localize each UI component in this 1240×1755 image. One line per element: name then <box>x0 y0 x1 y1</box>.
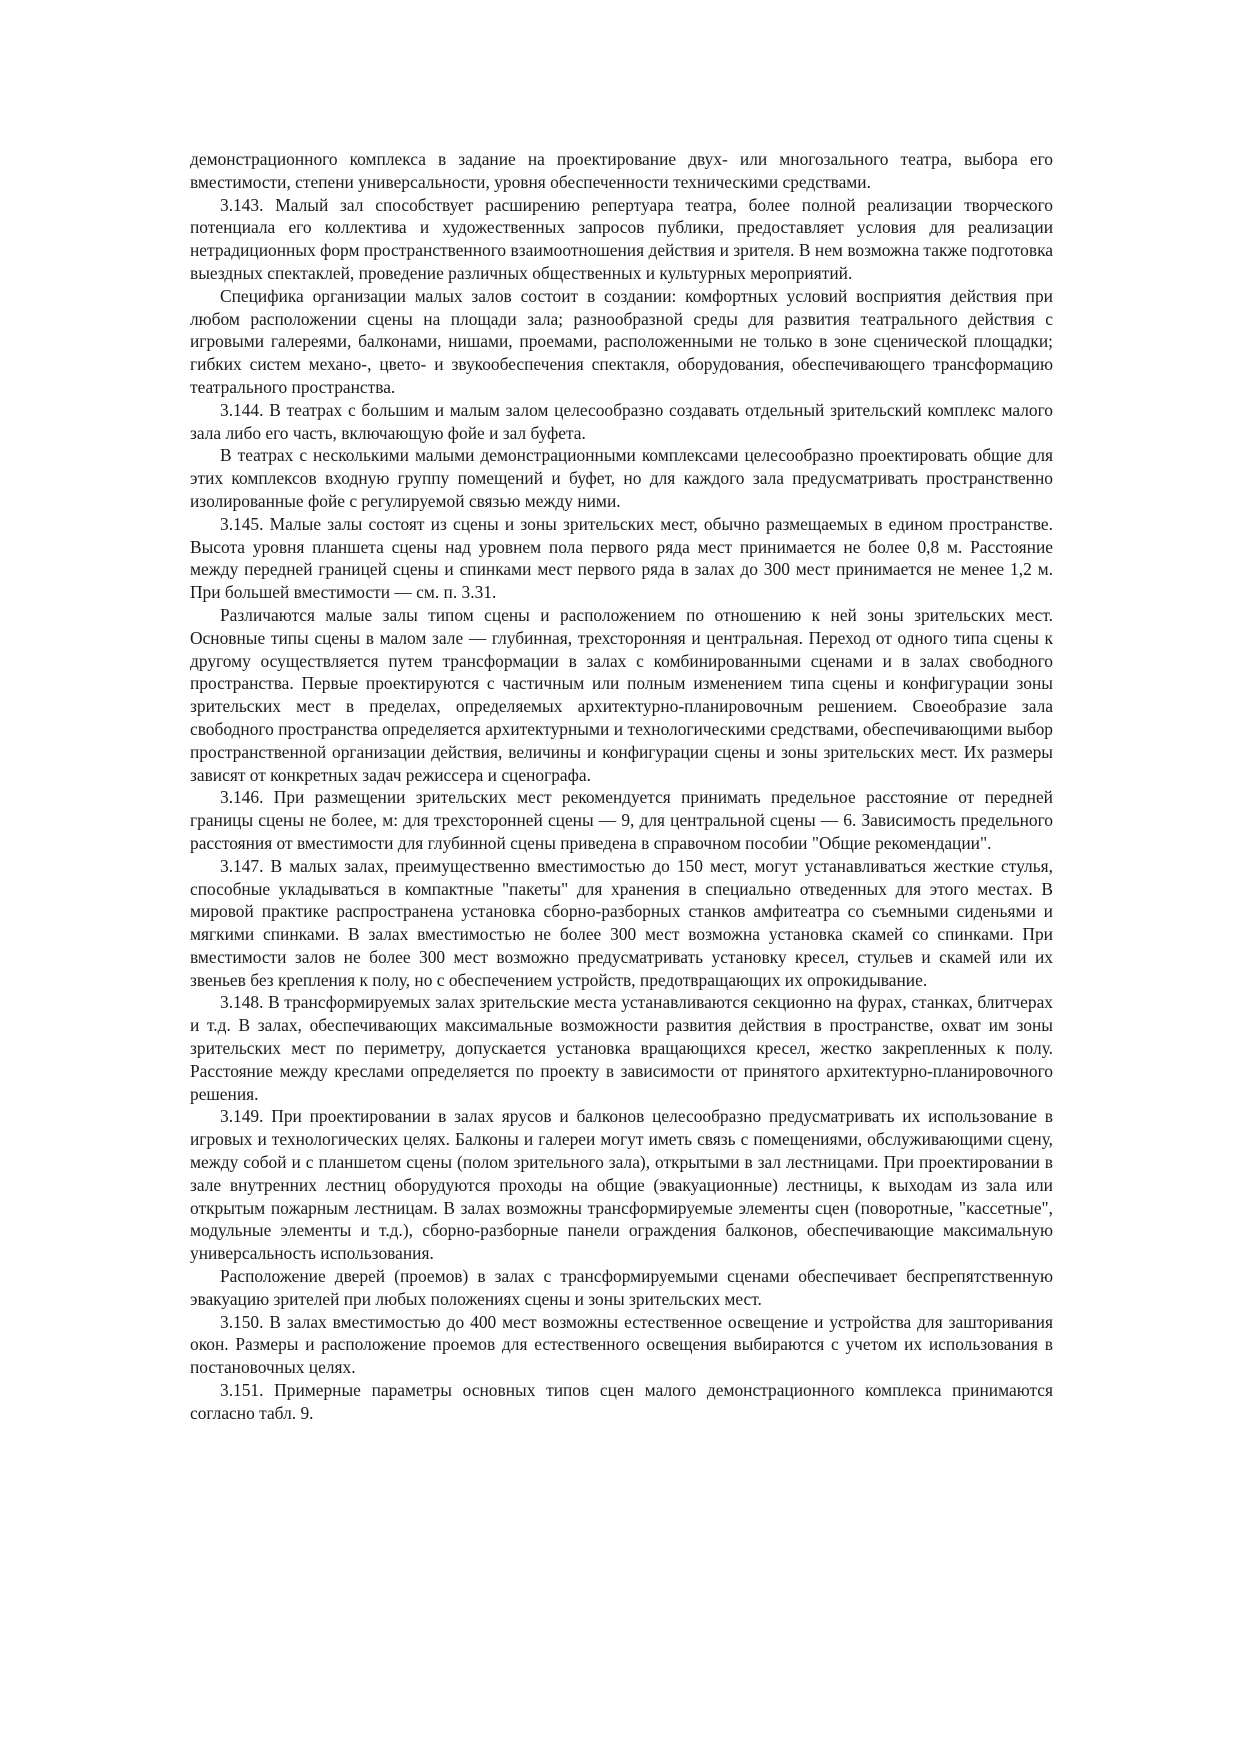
paragraph-doors-evacuation: Расположение дверей (проемов) в залах с трансформируемыми сценами обеспечивает беспрепятственную эвакуацию зрителей при любых положениях сцены и зоны зрительских мест. <box>190 1266 1053 1309</box>
paragraph-3-145: 3.145. Малые залы состоят из сцены и зоны зрительских мест, обычно размещаемых в едином пространстве. Высота уровня планшета сцены над уровнем пола первого ряда мест принимается не более 0,8 м. Расстояние между передней границей сцены и спинками мест первого ряда в залах до 300 мест принимается не менее 1,2 м. При большей вместимости — см. п. 3.31. <box>190 513 1053 603</box>
paragraph-3-148: 3.148. В трансформируемых залах зрительские места устанавливаются секционно на фурах, станках, блитчерах и т.д. В залах, обеспечивающих максимальные возможности развития действия в пространстве, охват им зоны зрительских мест по периметру, допускается установка вращающихся кресел, жестко закрепленных к полу. Расстояние между креслами определяется по проекту в зависимости от принятого архитектурно-планировочного решения. <box>190 992 1053 1104</box>
document-page <box>190 148 1053 1425</box>
paragraph-3-146: 3.146. При размещении зрительских мест рекомендуется принимать предельное расстояние от передней границы сцены не более, м: для трехсторонней сцены — 9, для центральной сцены — 6. Зависимость предельного расстояния от вместимости для глубинной сцены приведена в справочном пособии "Общие рекомендации". <box>190 787 1053 853</box>
paragraph-multiple-complexes: В театрах с несколькими малыми демонстрационными комплексами целесообразно проектировать общие для этих комплексов входную группу помещений и буфет, но для каждого зала предусматривать пространственно изолированные фойе с регулируемой связью между ними. <box>190 445 1053 511</box>
paragraph-3-150: 3.150. В залах вместимостью до 400 мест возможны естественное освещение и устройства для зашторивания окон. Размеры и расположение проемов для естественного освещения выбираются с учетом их использования в постановочных целях. <box>190 1311 1053 1378</box>
paragraph-continuation: демонстрационного комплекса в задание на проектирование двух- или многозального театра, выбора его вместимости, степени универсальности, уровня обеспеченности техническими средствами. <box>190 149 1053 192</box>
paragraph-stage-types: Различаются малые залы типом сцены и расположением по отношению к ней зоны зрительских мест. Основные типы сцены в малом зале — глубинная, трехсторонняя и центральная. Переход от одного типа сцены к другому осуществляется путем трансформации в залах с комбинированными сценами и в залах свободного пространства. Первые проектируются с частичным или полным изменением типа сцены и конфигурации зоны зрительских мест в пределах, определяемых архитектурно-планировочным решением. Своеобразие зала свободного пространства определяется архитектурными и технологическими средствами, обеспечивающими выбор пространственной организации действия, величины и конфигурации сцены и зоны зрительских мест. Их размеры зависят от конкретных задач режиссера и сценографа. <box>190 604 1053 785</box>
paragraph-3-144: 3.144. В театрах с большим и малым залом целесообразно создавать отдельный зрительский комплекс малого зала либо его часть, включающую фойе и зал буфета. <box>190 399 1053 443</box>
paragraph-3-147: 3.147. В малых залах, преимущественно вместимостью до 150 мест, могут устанавливаться жесткие стулья, способные укладываться в компактные "пакеты" для хранения в специально отведенных для этого местах. В мировой практике распространена установка сборно-разборных станков амфитеатра со съемными сиденьями и мягкими спинками. В залах вместимостью не более 300 мест возможна установка скамей со спинками. При вместимости залов не более 300 мест возможно предусматривать установку кресел, стульев и скамей или их звеньев без крепления к полу, но с обеспечением устройств, предотвращающих их опрокидывание. <box>190 855 1053 990</box>
paragraph-small-hall-specifics: Специфика организации малых залов состоит в создании: комфортных условий восприятия действия при любом расположении сцены на площади зала; разнообразной среды для развития театрального действия с игровыми галереями, балконами, нишами, проемами, расположенными не только в зоне сценической площадки; гибких систем механо-, цвето- и звукообеспечения спектакля, оборудования, обеспечивающего трансформацию театрального пространства. <box>190 285 1053 397</box>
paragraph-3-151: 3.151. Примерные параметры основных типов сцен малого демонстрационного комплекса принимаются согласно табл. 9. <box>190 1380 1053 1423</box>
paragraph-3-143: 3.143. Малый зал способствует расширению репертуара театра, более полной реализации творческого потенциала его коллектива и художественных запросов публики, предоставляет условия для реализации нетрадиционных форм пространственного взаимоотношения действия и зрителя. В нем возможна также подготовка выездных спектаклей, проведение различных общественных и культурных мероприятий. <box>190 194 1053 283</box>
paragraph-3-149: 3.149. При проектировании в залах ярусов и балконов целесообразно предусматривать их использование в игровых и технологических целях. Балконы и галереи могут иметь связь с помещениями, обслуживающими сцену, между собой и с планшетом сцены (полом зрительного зала), открытыми в зал лестницами. При проектировании в зале внутренних лестниц оборудуются проходы на общие (эвакуационные) лестницы, к выходам из зала или открытым пожарным лестницам. В залах возможны трансформируемые элементы сцен (поворотные, "кассетные", модульные элементы и т.д.), сборно-разборные панели ограждения балконов, обеспечивающие максимальную универсальность использования. <box>190 1106 1053 1264</box>
